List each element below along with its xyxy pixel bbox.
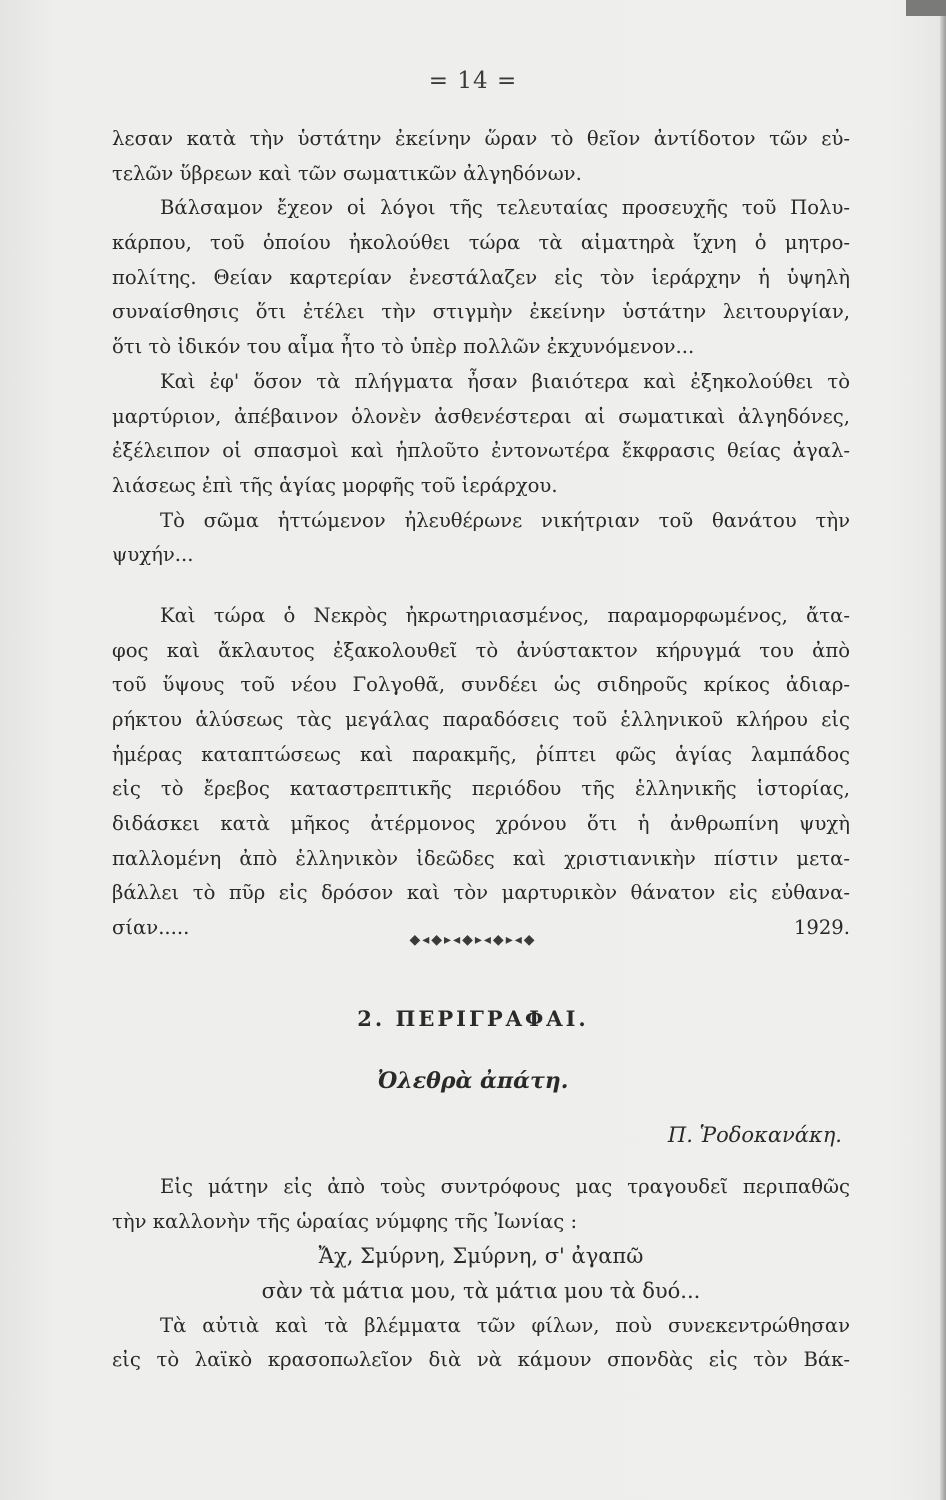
ornament-divider: ◆◂◆▸◂◆▸◂◆▸◂◆ [409, 932, 537, 948]
text-line: εἰς τὸ ἔρεβος καταστρεπτικῆς περιόδου τῆς ἑλληνικῆς ἱστορίας, [112, 777, 850, 801]
text-line: τὴν καλλονὴν τῆς ὡραίας νύμφης τῆς Ἰωνίας : [112, 1209, 578, 1233]
text-line: μαρτύριον, ἀπέβαινον ὁλονὲν ἀσθενέστεραι αἱ σωματικαὶ ἀλγηδόνες, [112, 404, 850, 428]
text-line: εἰς τὸ λαϊκὸ κρασοπωλεῖον διὰ νὰ κάμουν σπονδὰς εἰς τὸν Βάκ- [112, 1348, 850, 1372]
section-heading: 2. ΠΕΡΙΓΡΑΦΑΙ. [357, 1006, 589, 1031]
text-line: Βάλσαμον ἔχεον οἱ λόγοι τῆς τελευταίας προσευχῆς τοῦ Πολυ- [160, 196, 850, 220]
text-line: ὅτι τὸ ἰδικόν του αἷμα ἦτο τὸ ὑπὲρ πολλῶν ἐκχυνόμενον... [112, 335, 695, 359]
text-line: βάλλει τὸ πῦρ εἰς δρόσον καὶ τὸν μαρτυρικὸν θάνατον εἰς εὐθανα- [112, 881, 850, 905]
verse-line: Ἄχ, Σμύρνη, Σμύρνη, σ' ἀγαπῶ [318, 1244, 644, 1269]
article-author: Π. Ῥοδοκανάκη. [667, 1123, 842, 1147]
text-line: Καὶ ἐφ' ὅσον τὰ πλήγματα ἦσαν βιαιότερα καὶ ἐξηκολούθει τὸ [160, 369, 850, 393]
article-text [112, 1170, 850, 1378]
text-line: τελῶν ὕβρεων καὶ τῶν σωματικῶν ἀλγηδόνων. [112, 161, 582, 185]
text-line: παλλομένη ἀπὸ ἑλληνικὸν ἰδεῶδες καὶ χριστιανικὴν πίστιν μετα- [112, 846, 850, 870]
text-line: Εἰς μάτην εἰς ἀπὸ τοὺς συντρόφους μας τραγουδεῖ περιπαθῶς [160, 1175, 850, 1198]
paragraph-gap [112, 573, 850, 599]
article-title: Ὀλεθρὰ ἀπάτη. [377, 1068, 569, 1094]
text-line: φος καὶ ἄκλαυτος ἐξακολουθεῖ τὸ ἀνύστακτον κήρυγμά του ἀπὸ [112, 638, 850, 662]
text-line: Καὶ τώρα ὁ Νεκρὸς ἠκρωτηριασμένος, παραμορφωμένος, ἄτα- [160, 603, 850, 627]
text-line: συναίσθησις ὅτι ἐτέλει τὴν στιγμὴν ἐκείνην ὑστάτην λειτουργίαν, [112, 300, 850, 324]
text-line: Τὰ αὐτιὰ καὶ τὰ βλέμματα τῶν φίλων, ποὺ συνεκεντρώθησαν [160, 1313, 850, 1337]
text-line: Τὸ σῶμα ἡττώμενον ἠλευθέρωνε νικήτριαν τοῦ θανάτου τὴν [160, 508, 850, 532]
main-text [112, 122, 850, 946]
date-text: 1929. [793, 916, 850, 940]
text-line: τοῦ ὕψους τοῦ νέου Γολγοθᾶ, συνδέει ὡς σιδηροῦς κρίκος ἀδιαρ- [112, 673, 850, 697]
text-line: λεσαν κατὰ τὴν ὑστάτην ἐκείνην ὥραν τὸ θεῖον ἀντίδοτον τῶν εὐ- [112, 127, 850, 150]
text-line: λιάσεως ἐπὶ τῆς ἁγίας μορφῆς τοῦ ἱεράρχου. [112, 473, 558, 497]
text-line: ρήκτου ἁλύσεως τὰς μεγάλας παραδόσεις τοῦ ἑλληνικοῦ κλήρου εἰς [112, 708, 850, 731]
page-number: = 14 = [428, 68, 518, 94]
text-line: διδάσκει κατὰ μῆκος ἀτέρμονος χρόνου ὅτι ἡ ἀνθρωπίνη ψυχὴ [112, 812, 850, 836]
page-edge-shadow [940, 0, 946, 1500]
text-line: πολίτης. Θείαν καρτερίαν ἐνεστάλαζεν εἰς τὸν ἱεράρχην ἡ ὑψηλὴ [112, 265, 850, 289]
page-corner-shadow [906, 0, 946, 16]
text-line: ψυχήν... [112, 543, 194, 567]
text-line: ἡμέρας καταπτώσεως καὶ παρακμῆς, ῥίπτει φῶς ἁγίας λαμπάδος [112, 742, 850, 766]
text-line: ἐξέλειπον οἱ σπασμοὶ καὶ ἡπλοῦτο ἐντονωτέρα ἔκφρασις θείας ἀγαλ- [112, 439, 850, 463]
text-line: κάρπου, τοῦ ὁποίου ἠκολούθει τώρα τὰ αἱματηρὰ ἴχνη ὁ μητρο- [112, 231, 850, 255]
closing-text: σίαν..... [112, 916, 190, 940]
verse-line: σὰν τὰ μάτια μου, τὰ μάτια μου τὰ δυό... [261, 1279, 701, 1304]
